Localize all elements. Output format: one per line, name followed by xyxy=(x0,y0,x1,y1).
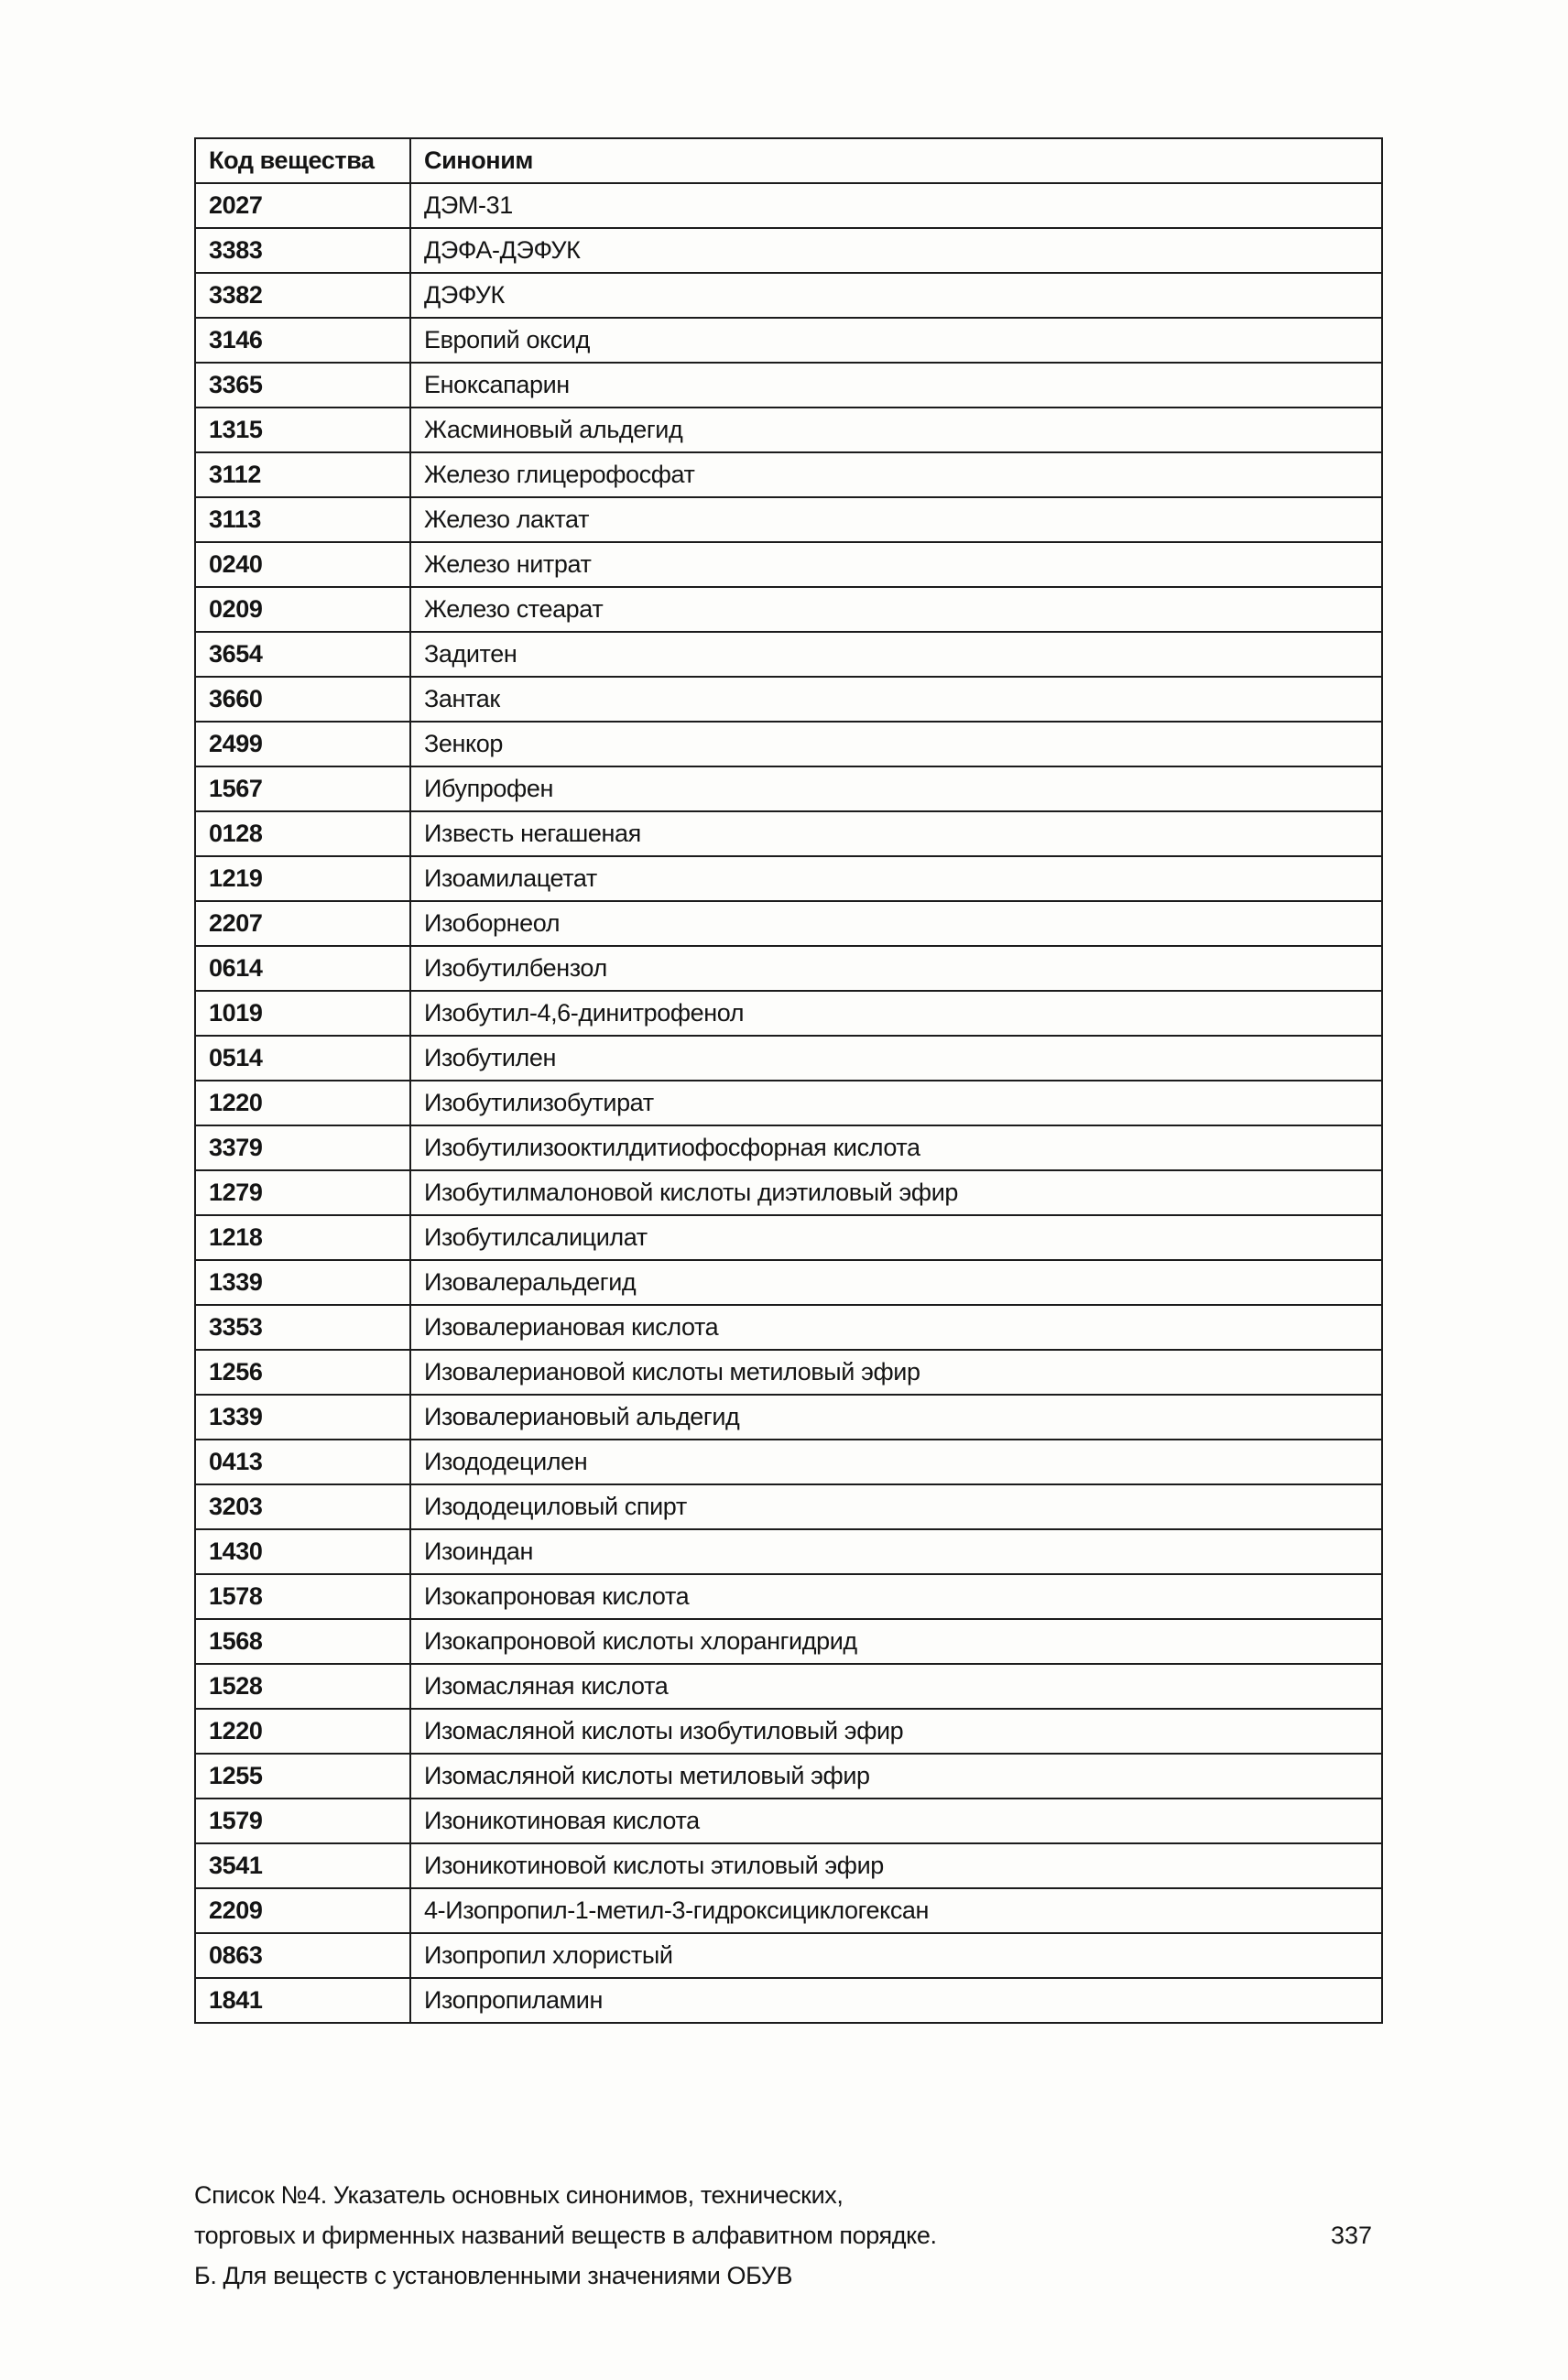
code-cell: 3654 xyxy=(195,632,410,677)
code-cell: 3379 xyxy=(195,1125,410,1170)
page-footer xyxy=(194,2175,1381,2296)
synonym-cell: Железо лактат xyxy=(410,497,1382,542)
table-row xyxy=(195,1081,1382,1125)
column-header-synonym: Синоним xyxy=(410,138,1382,183)
code-cell: 0863 xyxy=(195,1933,410,1978)
code-cell: 2499 xyxy=(195,722,410,766)
synonym-cell: Изобутил-4,6-динитрофенол xyxy=(410,991,1382,1036)
code-cell: 1019 xyxy=(195,991,410,1036)
table-row xyxy=(195,363,1382,408)
code-cell: 3353 xyxy=(195,1305,410,1350)
code-cell: 0514 xyxy=(195,1036,410,1081)
table-row xyxy=(195,273,1382,318)
code-cell: 1841 xyxy=(195,1978,410,2023)
table-row xyxy=(195,228,1382,273)
synonym-cell: Изоамилацетат xyxy=(410,856,1382,901)
table-row xyxy=(195,497,1382,542)
table-row xyxy=(195,1305,1382,1350)
table-row xyxy=(195,542,1382,587)
code-cell: 1339 xyxy=(195,1260,410,1305)
table-row xyxy=(195,1888,1382,1933)
table-row xyxy=(195,1260,1382,1305)
synonym-cell: Железо глицерофосфат xyxy=(410,452,1382,497)
footer-caption xyxy=(194,2175,937,2296)
synonym-cell: Жасминовый альдегид xyxy=(410,408,1382,452)
code-cell: 1568 xyxy=(195,1619,410,1664)
synonym-cell: Изобутилен xyxy=(410,1036,1382,1081)
table-row xyxy=(195,1978,1382,2023)
synonym-cell: ДЭФА-ДЭФУК xyxy=(410,228,1382,273)
table-row xyxy=(195,1664,1382,1709)
table-row xyxy=(195,1036,1382,1081)
table-row xyxy=(195,1799,1382,1843)
code-cell: 1255 xyxy=(195,1754,410,1799)
code-cell: 0614 xyxy=(195,946,410,991)
table-row xyxy=(195,1350,1382,1395)
table-row xyxy=(195,408,1382,452)
code-cell: 1220 xyxy=(195,1709,410,1754)
synonym-cell: Европий оксид xyxy=(410,318,1382,363)
code-cell: 2209 xyxy=(195,1888,410,1933)
table-row xyxy=(195,1843,1382,1888)
table-row xyxy=(195,991,1382,1036)
synonym-cell: Изовалериановой кислоты метиловый эфир xyxy=(410,1350,1382,1395)
synonym-cell: Изобутилсалицилат xyxy=(410,1215,1382,1260)
synonym-cell: Железо нитрат xyxy=(410,542,1382,587)
table-row xyxy=(195,452,1382,497)
synonym-cell: Зантак xyxy=(410,677,1382,722)
footer-caption-line-3: Б. Для веществ с установленными значениями ОБУВ xyxy=(194,2262,793,2289)
code-cell: 3382 xyxy=(195,273,410,318)
substances-table xyxy=(194,137,1383,2024)
code-cell: 3660 xyxy=(195,677,410,722)
synonym-cell: Еноксапарин xyxy=(410,363,1382,408)
table-row xyxy=(195,946,1382,991)
synonym-cell: Изоникотиновой кислоты этиловый эфир xyxy=(410,1843,1382,1888)
code-cell: 0240 xyxy=(195,542,410,587)
code-cell: 1315 xyxy=(195,408,410,452)
code-cell: 3146 xyxy=(195,318,410,363)
table-row xyxy=(195,1754,1382,1799)
table-row xyxy=(195,722,1382,766)
synonym-cell: Изододецилен xyxy=(410,1440,1382,1484)
synonym-cell: Изобутилмалоновой кислоты диэтиловый эфир xyxy=(410,1170,1382,1215)
code-cell: 1220 xyxy=(195,1081,410,1125)
code-cell: 3112 xyxy=(195,452,410,497)
synonym-cell: Изомасляная кислота xyxy=(410,1664,1382,1709)
table-row xyxy=(195,1619,1382,1664)
footer-caption-line-2: торговых и фирменных названий веществ в алфавитном порядке. xyxy=(194,2222,937,2249)
synonym-cell: Изопропил хлористый xyxy=(410,1933,1382,1978)
synonym-cell: Изомасляной кислоты метиловый эфир xyxy=(410,1754,1382,1799)
code-cell: 0209 xyxy=(195,587,410,632)
synonym-cell: 4-Изопропил-1-метил-3-гидроксициклогексан xyxy=(410,1888,1382,1933)
code-cell: 1339 xyxy=(195,1395,410,1440)
table-row xyxy=(195,1933,1382,1978)
code-cell: 3541 xyxy=(195,1843,410,1888)
synonym-cell: Изобутилизобутират xyxy=(410,1081,1382,1125)
synonym-cell: Железо стеарат xyxy=(410,587,1382,632)
table-row xyxy=(195,856,1382,901)
code-cell: 0413 xyxy=(195,1440,410,1484)
table-row xyxy=(195,901,1382,946)
synonym-cell: Изопропиламин xyxy=(410,1978,1382,2023)
code-cell: 1528 xyxy=(195,1664,410,1709)
table-row xyxy=(195,1215,1382,1260)
synonym-cell: ДЭМ-31 xyxy=(410,183,1382,228)
code-cell: 1219 xyxy=(195,856,410,901)
table-row xyxy=(195,677,1382,722)
table-row xyxy=(195,1529,1382,1574)
synonym-cell: Изоиндан xyxy=(410,1529,1382,1574)
table-row xyxy=(195,1574,1382,1619)
code-cell: 1567 xyxy=(195,766,410,811)
code-cell: 0128 xyxy=(195,811,410,856)
code-cell: 1256 xyxy=(195,1350,410,1395)
code-cell: 3113 xyxy=(195,497,410,542)
synonym-cell: Задитен xyxy=(410,632,1382,677)
synonym-cell: Зенкор xyxy=(410,722,1382,766)
code-cell: 1218 xyxy=(195,1215,410,1260)
synonym-cell: Известь негашеная xyxy=(410,811,1382,856)
synonym-cell: Изобутилбензол xyxy=(410,946,1382,991)
table-row xyxy=(195,1395,1382,1440)
code-cell: 2027 xyxy=(195,183,410,228)
synonym-cell: Изовалериановый альдегид xyxy=(410,1395,1382,1440)
synonym-cell: Изомасляной кислоты изобутиловый эфир xyxy=(410,1709,1382,1754)
page-number: 337 xyxy=(1330,2221,1372,2249)
synonym-cell: Ибупрофен xyxy=(410,766,1382,811)
code-cell: 2207 xyxy=(195,901,410,946)
code-cell: 3203 xyxy=(195,1484,410,1529)
code-cell: 1430 xyxy=(195,1529,410,1574)
synonym-cell: Изоникотиновая кислота xyxy=(410,1799,1382,1843)
synonym-cell: Изокапроновой кислоты хлорангидрид xyxy=(410,1619,1382,1664)
synonym-cell: Изовалеральдегид xyxy=(410,1260,1382,1305)
table-row xyxy=(195,1170,1382,1215)
code-cell: 1578 xyxy=(195,1574,410,1619)
table-row xyxy=(195,318,1382,363)
table-row xyxy=(195,1440,1382,1484)
table-header-row xyxy=(195,138,1382,183)
code-cell: 1579 xyxy=(195,1799,410,1843)
table-row xyxy=(195,632,1382,677)
synonym-cell: Изододециловый спирт xyxy=(410,1484,1382,1529)
synonym-cell: Изокапроновая кислота xyxy=(410,1574,1382,1619)
code-cell: 3365 xyxy=(195,363,410,408)
synonym-cell: Изоборнеол xyxy=(410,901,1382,946)
table-row xyxy=(195,766,1382,811)
synonym-cell: Изовалериановая кислота xyxy=(410,1305,1382,1350)
synonym-cell: ДЭФУК xyxy=(410,273,1382,318)
code-cell: 1279 xyxy=(195,1170,410,1215)
table-row xyxy=(195,587,1382,632)
table-row xyxy=(195,1484,1382,1529)
code-cell: 3383 xyxy=(195,228,410,273)
table-row xyxy=(195,811,1382,856)
column-header-code: Код вещества xyxy=(195,138,410,183)
table-row xyxy=(195,1125,1382,1170)
footer-caption-line-1: Список №4. Указатель основных синонимов, технических, xyxy=(194,2181,844,2209)
table-row xyxy=(195,1709,1382,1754)
table-row xyxy=(195,183,1382,228)
synonym-cell: Изобутилизооктилдитиофосфорная кислота xyxy=(410,1125,1382,1170)
